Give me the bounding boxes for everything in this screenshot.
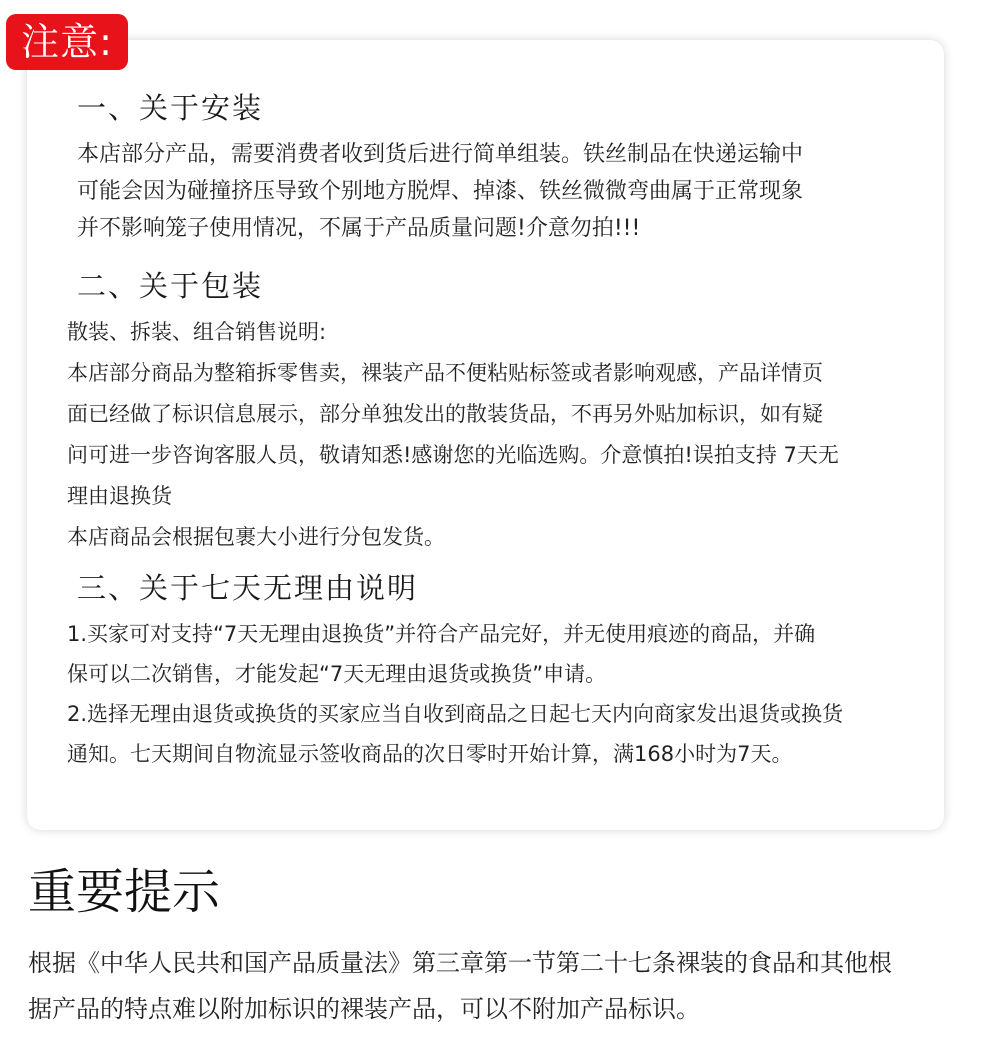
- section-installation-body: [77, 136, 803, 247]
- text-line: 散装、拆装、组合销售说明:: [67, 320, 327, 344]
- text-line: 理由退换货: [67, 484, 172, 508]
- important-body: [28, 940, 892, 1032]
- notice-badge: 注意:: [6, 14, 128, 70]
- text-line: 2.选择无理由退货或换货的买家应当自收到商品之日起七天内向商家发出退货或换货: [67, 702, 844, 726]
- section-packaging-body: [67, 312, 839, 558]
- text-line: 根据《中华人民共和国产品质量法》第三章第一节第二十七条裸装的食品和其他根: [28, 949, 892, 977]
- section-installation-title: 一、关于安装: [77, 91, 264, 125]
- text-line: 并不影响笼子使用情况，不属于产品质量问题!介意勿拍!!!: [77, 216, 641, 241]
- text-line: 据产品的特点难以附加标识的裸装产品，可以不附加产品标识。: [28, 995, 700, 1023]
- text-line: 问可进一步咨询客服人员，敬请知悉!感谢您的光临选购。介意慎拍!误拍支持 7天无: [67, 443, 839, 467]
- text-line: 保可以二次销售，才能发起“7天无理由退货或换货”申请。: [67, 662, 607, 686]
- section-return-body: [67, 614, 843, 774]
- text-line: 可能会因为碰撞挤压导致个别地方脱焊、掉漆、铁丝微微弯曲属于正常现象: [77, 179, 804, 204]
- section-return-title: 三、关于七天无理由说明: [77, 571, 419, 605]
- text-line: 本店部分产品，需要消费者收到货后进行简单组装。铁丝制品在快递运输中: [77, 142, 804, 167]
- important-title: 重要提示: [28, 864, 221, 920]
- text-line: 通知。七天期间自物流显示签收商品的次日零时开始计算，满168小时为7天。: [67, 742, 793, 766]
- text-line: 本店商品会根据包裹大小进行分包发货。: [67, 525, 445, 549]
- text-line: 本店部分商品为整箱拆零售卖，裸装产品不便粘贴标签或者影响观感，产品详情页: [67, 361, 823, 385]
- text-line: 面已经做了标识信息展示，部分单独发出的散装货品，不再另外贴加标识，如有疑: [67, 402, 823, 426]
- text-line: 1.买家可对支持“7天无理由退换货”并符合产品完好，并无使用痕迹的商品，并确: [67, 622, 816, 646]
- section-packaging-title: 二、关于包装: [77, 269, 264, 303]
- notice-card: [27, 40, 944, 830]
